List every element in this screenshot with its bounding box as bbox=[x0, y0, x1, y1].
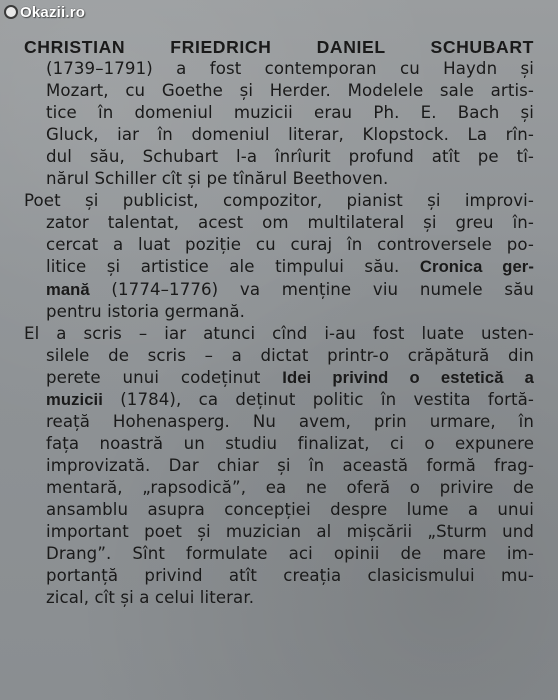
okazii-logo-icon bbox=[4, 5, 18, 19]
text-line bbox=[24, 345, 534, 367]
watermark-text: Okazii.ro bbox=[20, 3, 86, 21]
line-text: silele de scris – a dictat printr-o crăpătură din bbox=[46, 345, 534, 365]
text-line bbox=[24, 455, 534, 477]
line-text: ansamblu asupra concepției despre lume a unui bbox=[46, 499, 534, 519]
line-text: dul său, Schubart l-a înrîurit profund atît pe tî- bbox=[46, 147, 534, 167]
text-line bbox=[24, 565, 534, 587]
text-line bbox=[24, 301, 534, 323]
text-line bbox=[24, 124, 534, 146]
text-line bbox=[24, 433, 534, 455]
book-title-fragment: mană bbox=[46, 279, 90, 299]
line-text: zical, cît și a celui literar. bbox=[46, 588, 255, 608]
text-line bbox=[24, 190, 534, 212]
line-text: improvizată. Dar chiar și în această formă frag- bbox=[46, 455, 534, 475]
line-text: (1739–1791) a fost contemporan cu Haydn și bbox=[46, 59, 534, 79]
line-text: Poet și publicist, compozitor, pianist și improvi- bbox=[24, 191, 534, 211]
text-line bbox=[24, 521, 534, 543]
text-line bbox=[24, 212, 534, 234]
text-line bbox=[24, 499, 534, 521]
line-text: zator talentat, acest om multilateral și greu în- bbox=[46, 213, 534, 233]
line-text: reață Hohenasperg. Nu avem, prin urmare, în bbox=[46, 411, 534, 431]
text-line bbox=[24, 411, 534, 433]
text-line bbox=[24, 256, 534, 278]
line-text: mentară, „rapsodică”, ea ne oferă o privire de bbox=[46, 477, 534, 497]
line-text: (1774–1776) va menține viu numele său bbox=[89, 279, 534, 299]
line-text: Drang”. Sînt formulate aci opinii de mare im- bbox=[46, 544, 534, 564]
cover-text-block bbox=[24, 36, 534, 609]
text-line bbox=[24, 367, 534, 389]
text-line bbox=[24, 477, 534, 499]
line-text: fața noastră un studiu finalizat, ci o expunere bbox=[46, 433, 534, 453]
line-text: pentru istoria germană. bbox=[46, 301, 246, 321]
line-text: perete unui codeținut bbox=[46, 367, 283, 387]
book-title-fragment: Cronica ger- bbox=[419, 257, 534, 277]
author-name-heading bbox=[24, 36, 534, 58]
line-text: (1784), ca deținut politic în vestita fortă- bbox=[102, 389, 534, 409]
line-text: important poet și muzician al mișcării „Sturm und bbox=[46, 522, 534, 542]
line-text: El a scris – iar atunci cînd i-au fost luate usten- bbox=[24, 323, 534, 343]
line-text: tice în domeniul muzicii erau Ph. E. Bach și bbox=[46, 103, 534, 123]
okazii-watermark bbox=[4, 2, 85, 22]
line-text: Gluck, iar în domeniul literar, Klopstock. La rîn- bbox=[46, 125, 534, 145]
line-text: nărul Schiller cît și pe tînărul Beethoven. bbox=[46, 169, 389, 189]
text-line bbox=[24, 587, 534, 609]
text-line bbox=[24, 102, 534, 124]
line-text: cercat a luat poziție cu curaj în controversele po- bbox=[46, 235, 534, 255]
text-line bbox=[24, 146, 534, 168]
text-line bbox=[24, 279, 534, 301]
text-line bbox=[24, 80, 534, 102]
line-text: litice și artistice ale timpului său. bbox=[46, 257, 420, 277]
text-line bbox=[24, 323, 534, 345]
text-line bbox=[24, 58, 534, 80]
text-line bbox=[24, 234, 534, 256]
book-title-fragment: muzicii bbox=[46, 389, 103, 409]
text-line bbox=[24, 389, 534, 411]
book-title-fragment: Idei privind o estetică a bbox=[282, 367, 534, 387]
text-line bbox=[24, 543, 534, 565]
line-text: Mozart, cu Goethe și Herder. Modelele sale artis- bbox=[46, 81, 534, 101]
line-text: portanță privind atît creația clasicismului mu- bbox=[46, 566, 534, 586]
line-text: CHRISTIAN FRIEDRICH DANIEL SCHUBART bbox=[24, 37, 534, 57]
text-line bbox=[24, 168, 534, 190]
